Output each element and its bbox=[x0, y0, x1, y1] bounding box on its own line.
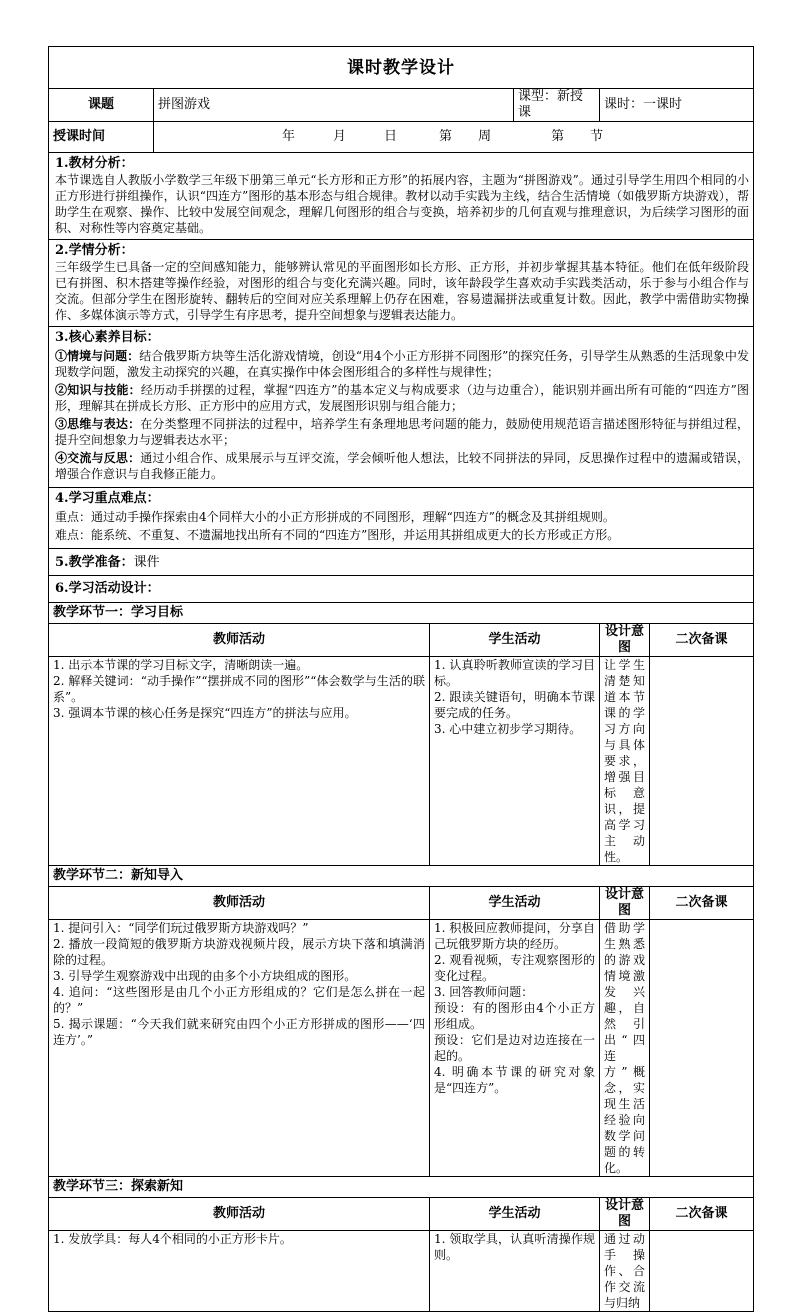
activity-line: 3. 回答教师问题： bbox=[434, 985, 534, 999]
col-student: 学生活动 bbox=[430, 1198, 600, 1231]
second-prep-notes[interactable] bbox=[650, 920, 754, 1177]
activity-line: 5. 揭示课题：“今天我们就来研究由四个小正方形拼成的图形——‘四连方’。” bbox=[53, 1017, 425, 1047]
lesson-plan-table bbox=[48, 46, 754, 1312]
time-period-prefix: 第 bbox=[551, 129, 565, 144]
activity-line: 1. 出示本节课的学习目标文字，清晰朗读一遍。 bbox=[53, 658, 309, 672]
col-notes: 二次备课 bbox=[650, 1198, 754, 1231]
intent-text: 让学生清楚知道本节课的学习方向与具体要求，增强目标意识，提高学习主动性。 bbox=[604, 658, 645, 864]
document-title: 课时教学设计 bbox=[49, 47, 754, 89]
activity-line: 3. 引导学生观察游戏中出现的由多个小方块组成的图形。 bbox=[53, 969, 357, 983]
goals-section bbox=[49, 327, 754, 488]
activity-line: 3. 强调本节课的核心任务是探究“四连方”的拼法与应用。 bbox=[53, 706, 357, 720]
time-label: 授课时间 bbox=[49, 122, 154, 153]
keypoints-difficulty: 难点：能系统、不重复、不遗漏地找出所有不同的“四连方”图形，并运用其拼组成更大的长方形或正方形。 bbox=[55, 528, 620, 542]
goal-label: ②知识与技能： bbox=[55, 383, 141, 397]
activity-line: 4. 追问：“这些图形是由几个小正方形组成的？它们是怎么拼在一起的？” bbox=[53, 985, 425, 1015]
activity-line: 2. 解释关键词：“动手操作”“摆拼成不同的图形”“体会数学与生活的联系”。 bbox=[53, 674, 425, 704]
design-intent bbox=[600, 657, 650, 866]
time-fields bbox=[154, 122, 754, 153]
time-year: 年 bbox=[282, 129, 296, 144]
analysis-text: 本节课选自人教版小学数学三年级下册第三单元“长方形和正方形”的拓展内容，主题为“拼图游戏”。通过引导学生用四个相同的小正方形进行拼组操作，认识“四连方”图形的基本形态与组合规律。教材以动手实践为主线，结合生活情境（如俄罗斯方块游戏），帮助学生在观察、操作、比较中发展空间观念，理解几何图形的组合与变换，培养初步的几何直观与推理意识，为后续学习图形的面积、对称性等内容奠定基础。 bbox=[55, 173, 749, 235]
activity-line: 2. 观看视频，专注观察图形的变化过程。 bbox=[434, 953, 595, 983]
activities-heading: 6.学习活动设计： bbox=[49, 576, 754, 603]
goals-heading: 3.核心素养目标： bbox=[55, 330, 160, 345]
activity-line: 1. 提问引入：“同学们玩过俄罗斯方块游戏吗？” bbox=[53, 921, 309, 935]
activity-line: 1. 认真聆听教师宣读的学习目标。 bbox=[434, 658, 595, 688]
col-intent: 设计意图 bbox=[600, 1198, 650, 1231]
goal-label: ③思维与表达： bbox=[55, 417, 141, 431]
activity-line: 预设：它们是边对边连接在一起的。 bbox=[434, 1033, 595, 1063]
teacher-activity bbox=[49, 920, 430, 1177]
activity-line: 2. 跟读关键语句，明确本节课要完成的任务。 bbox=[434, 690, 595, 720]
col-student: 学生活动 bbox=[430, 624, 600, 657]
stage-title: 教学环节二：新知导入 bbox=[49, 866, 754, 887]
keypoints-focus: 重点：通过动手操作探索由4个同样大小的小正方形拼成的不同图形，理解“四连方”的概念及其拼组规则。 bbox=[55, 510, 615, 524]
activity-line: 1. 积极回应教师提问，分享自己玩俄罗斯方块的经历。 bbox=[434, 921, 595, 951]
design-intent bbox=[600, 920, 650, 1177]
activity-line: 预设：有的图形由4个小正方形组成。 bbox=[434, 1001, 595, 1031]
prep-heading: 5.教学准备： bbox=[55, 554, 134, 570]
goal-item bbox=[55, 450, 749, 482]
student-activity bbox=[430, 920, 600, 1177]
time-week-prefix: 第 bbox=[439, 129, 453, 144]
student-activity bbox=[430, 1231, 600, 1312]
intent-text: 借助学生熟悉的游戏情境激发兴趣，自然引出“四连方”概念，实现生活经验向数学问题的转化。 bbox=[604, 921, 645, 1175]
students-heading: 2.学情分析： bbox=[55, 243, 134, 258]
time-period: 节 bbox=[590, 129, 604, 144]
time-day: 日 bbox=[384, 129, 398, 144]
lesson-type: 课型：新授课 bbox=[514, 89, 600, 122]
goal-text: 在分类整理不同拼法的过程中，培养学生有条理地思考问题的能力，鼓励使用规范语言描述图形特征与拼组过程，提升空间想象力与逻辑表达水平； bbox=[55, 417, 749, 447]
goal-item bbox=[55, 416, 749, 448]
goal-text: 经历动手拼摆的过程，掌握“四连方”的基本定义与构成要求（边与边重合），能识别并画出所有可能的“四连方”图形，理解其在拼成长方形、正方形中的应用方式，发展图形识别与组合能力； bbox=[55, 383, 749, 413]
intent-text: 通过动手操作、合作交流与归纳 bbox=[604, 1232, 645, 1310]
prep-value: 课件 bbox=[133, 554, 160, 570]
activity-line: 3. 心中建立初步学习期待。 bbox=[434, 722, 582, 736]
goal-label: ①情境与问题： bbox=[55, 349, 140, 363]
design-intent bbox=[600, 1231, 650, 1312]
students-text: 三年级学生已具备一定的空间感知能力，能够辨认常见的平面图形如长方形、正方形，并初步掌握其基本特征。他们在低年级阶段已有拼图、积木搭建等操作经验，对图形的组合与变化充满兴趣。同时，该年龄段学生喜欢动手实践类活动，乐于参与小组合作与交流。但部分学生在图形旋转、翻转后的空间对应关系理解上仍存在困难，容易遗漏拼法或重复计数。因此，教学中需借助实物操作、多媒体演示等方式，引导学生有序思考，提升空间想象与逻辑表达能力。 bbox=[55, 260, 749, 322]
analysis-section bbox=[49, 153, 754, 240]
second-prep-notes[interactable] bbox=[650, 1231, 754, 1312]
goal-label: ④交流与反思： bbox=[55, 451, 141, 465]
topic-value: 拼图游戏 bbox=[154, 89, 514, 122]
keypoints-section bbox=[49, 488, 754, 549]
goal-item bbox=[55, 348, 749, 380]
activity-line: 2. 播放一段简短的俄罗斯方块游戏视频片段，展示方块下落和填满消除的过程。 bbox=[53, 937, 425, 967]
analysis-heading: 1.教材分析： bbox=[55, 156, 134, 171]
col-student: 学生活动 bbox=[430, 887, 600, 920]
col-intent: 设计意图 bbox=[600, 887, 650, 920]
col-teacher: 教师活动 bbox=[49, 624, 430, 657]
activity-line: 4. 明确本节课的研究对象是“四连方”。 bbox=[434, 1065, 595, 1095]
goal-text: 结合俄罗斯方块等生活化游戏情境，创设“用4个小正方形拼不同图形”的探究任务，引导学生从熟悉的生活现象中发现数学问题，激发主动探究的兴趣，在真实操作中体会图形组合的多样性与规律性； bbox=[55, 349, 749, 379]
students-section bbox=[49, 240, 754, 327]
lesson-plan-page bbox=[48, 46, 753, 1312]
col-notes: 二次备课 bbox=[650, 887, 754, 920]
stage-title: 教学环节一：学习目标 bbox=[49, 603, 754, 624]
col-teacher: 教师活动 bbox=[49, 1198, 430, 1231]
lesson-hours: 课时：一课时 bbox=[600, 89, 754, 122]
student-activity bbox=[430, 657, 600, 866]
second-prep-notes[interactable] bbox=[650, 657, 754, 866]
prep-section bbox=[49, 549, 754, 576]
stage-title: 教学环节三：探索新知 bbox=[49, 1177, 754, 1198]
goal-item bbox=[55, 382, 749, 414]
time-month: 月 bbox=[333, 129, 347, 144]
keypoints-heading: 4.学习重点难点： bbox=[55, 491, 160, 506]
col-intent: 设计意图 bbox=[600, 624, 650, 657]
activity-line: 1. 发放学具：每人4个相同的小正方形卡片。 bbox=[53, 1232, 292, 1246]
col-notes: 二次备课 bbox=[650, 624, 754, 657]
time-week: 周 bbox=[478, 129, 492, 144]
activity-line: 1. 领取学具，认真听清操作规则。 bbox=[434, 1232, 595, 1262]
topic-label: 课题 bbox=[49, 89, 154, 122]
teacher-activity bbox=[49, 657, 430, 866]
teacher-activity bbox=[49, 1231, 430, 1312]
col-teacher: 教师活动 bbox=[49, 887, 430, 920]
goal-text: 通过小组合作、成果展示与互评交流，学会倾听他人想法，比较不同拼法的异同，反思操作过程中的遗漏或错误，增强合作意识与自我修正能力。 bbox=[55, 451, 749, 481]
